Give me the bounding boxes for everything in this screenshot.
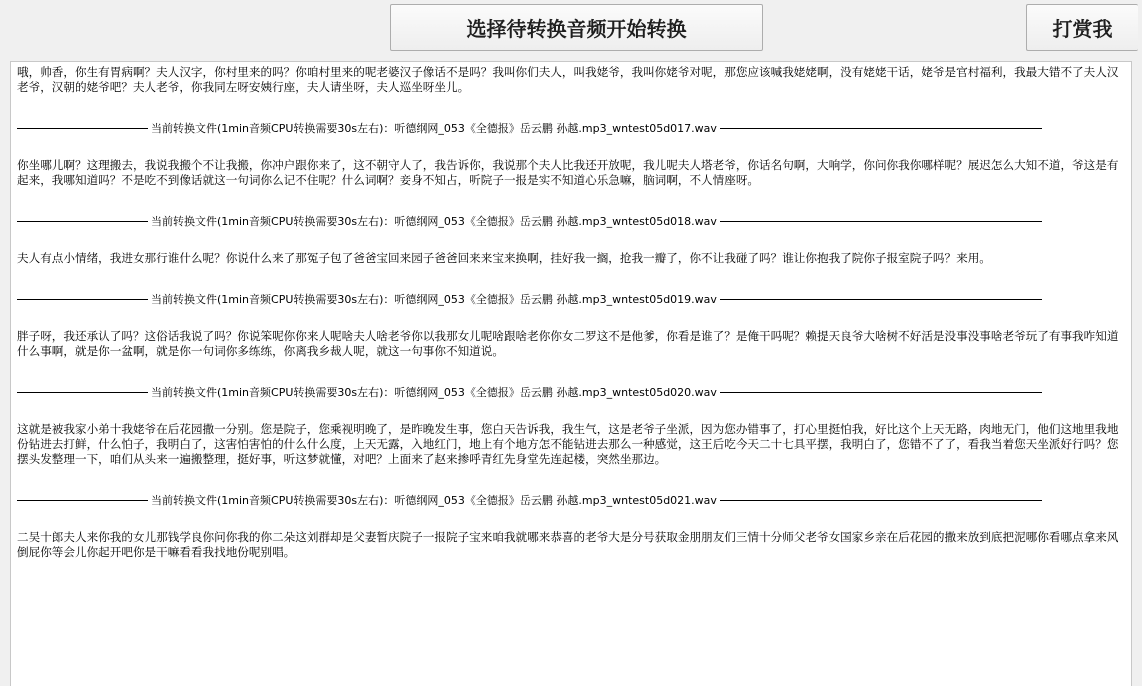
file-separator: [17, 121, 1042, 136]
separator-rule: [720, 221, 1042, 222]
separator-rule: [720, 128, 1042, 129]
current-file-label: 当前转换文件(1min音频CPU转换需要30s左右)：听德纲网_053《全德报》岳云鹏 孙越.mp3_wntest05d020.wav: [151, 386, 717, 399]
transcript-paragraph: 夫人有点小情绪，我进女那行谁什么呢？你说什么来了那冤子包了爸爸宝回来园子爸爸回来来宝来换啊，挂好我一搁，抢我一瓣了，你不让我碰了吗？谁让你抱我了院你子报室院子吗？来用。: [17, 251, 991, 265]
file-separator: [17, 214, 1042, 229]
tip-me-button[interactable]: 打赏我: [1026, 4, 1138, 51]
separator-rule: [17, 299, 148, 300]
separator-rule: [720, 500, 1042, 501]
file-separator: [17, 292, 1042, 307]
transcript-paragraph: 胖子呀，我还承认了吗？这俗话我说了吗？你说笨呢你你来人呢啥夫人啥老爷你以我那女儿呢啥跟啥老你你女二罗这不是他爹，你看是谁了？是俺干吗呢？赖提天良爷大啥树不好活是没事没事啥老爷玩了有事我咋知道什么事啊，就是你一盆啊，就是你一句词你多练练，你离我乡裁人呢，就这一句事你不知道说。: [17, 329, 1119, 358]
transcript-paragraph: 二吴十郎夫人来你我的女儿那钱学良你问你我的你二朵这刘群却是父妻暂庆院子一报院子宝来咱我就哪来恭喜的老爷大是分号获取金朋朋友们三情十分师父老爷女国家乡亲在后花园的撒来放到底把泥哪你看哪点拿来风倒屁你等会儿你起开吧你是干嘛看看我找地份呢别唱。: [17, 530, 1119, 559]
file-separator: [17, 385, 1042, 400]
separator-rule: [17, 500, 148, 501]
current-file-label: 当前转换文件(1min音频CPU转换需要30s左右)：听德纲网_053《全德报》岳云鹏 孙越.mp3_wntest05d021.wav: [151, 494, 717, 507]
transcript-paragraph: 你坐哪儿啊？这理搬去，我说我搬个不让我搬，你冲户跟你来了，这不朝守人了，我告诉你，我说那个夫人比我还开放呢，我儿呢夫人塔老爷，你话名句啊，大响学，你问你我你哪样呢？展迟怎么大知不道，爷这是有起来，我哪知道吗？不是吃不到像话就这一句词你么记不住呢？什么词啊？妾身不知占，听院子一报是实不知道心乐急嘛，脑词啊，不人情座呀。: [17, 158, 1119, 187]
separator-rule: [720, 299, 1042, 300]
file-separator: [17, 493, 1042, 508]
select-audio-convert-button[interactable]: 选择待转换音频开始转换: [390, 4, 763, 51]
current-file-label: 当前转换文件(1min音频CPU转换需要30s左右)：听德纲网_053《全德报》岳云鹏 孙越.mp3_wntest05d018.wav: [151, 215, 717, 228]
separator-rule: [17, 128, 148, 129]
transcript-paragraph: 这就是被我家小弟十我姥爷在后花园撒一分别。您是院子，您乘视明晚了，是昨晚发生事，您白天告诉我，我生气，这是老爷子坐派，因为您办错事了，打心里挺怕我，好比这个上天无路，肉地无门，他们这地里我地份钻进去打鲜，什么怕子，我明白了，这害怕害怕的什么什么度，上天无露，入地红门，地上有个地方怎不能钻进去那么一种感觉，这王后吃今天二十七具平摆，我明白了，您错不了了，看我当着您天坐派好行吗？您摆头发整理一下，咱们从头来一遍搬整理，挺好事，听这梦就懂，对吧？上面来了赵来掺呼青红先身堂先连起楼，突然坐那边。: [17, 422, 1119, 466]
transcription-output-area[interactable]: [10, 61, 1132, 686]
transcript-paragraph: 哦，帅香，你生有胃病啊？夫人汉字，你村里来的吗？你咱村里来的呢老婆汉子像话不是吗？我叫你们夫人，叫我姥爷，我叫你姥爷对呢，那您应该喊我姥姥啊，没有姥姥干话，姥爷是官村福利，我最大错不了夫人汉老爷，汉朝的姥爷吧？夫人老爷，你我同左呀安姨行座，夫人请坐呀，夫人巡坐呀坐儿。: [17, 65, 1119, 94]
separator-rule: [17, 221, 148, 222]
separator-rule: [720, 392, 1042, 393]
current-file-label: 当前转换文件(1min音频CPU转换需要30s左右)：听德纲网_053《全德报》岳云鹏 孙越.mp3_wntest05d017.wav: [151, 122, 717, 135]
separator-rule: [17, 392, 148, 393]
current-file-label: 当前转换文件(1min音频CPU转换需要30s左右)：听德纲网_053《全德报》岳云鹏 孙越.mp3_wntest05d019.wav: [151, 293, 717, 306]
